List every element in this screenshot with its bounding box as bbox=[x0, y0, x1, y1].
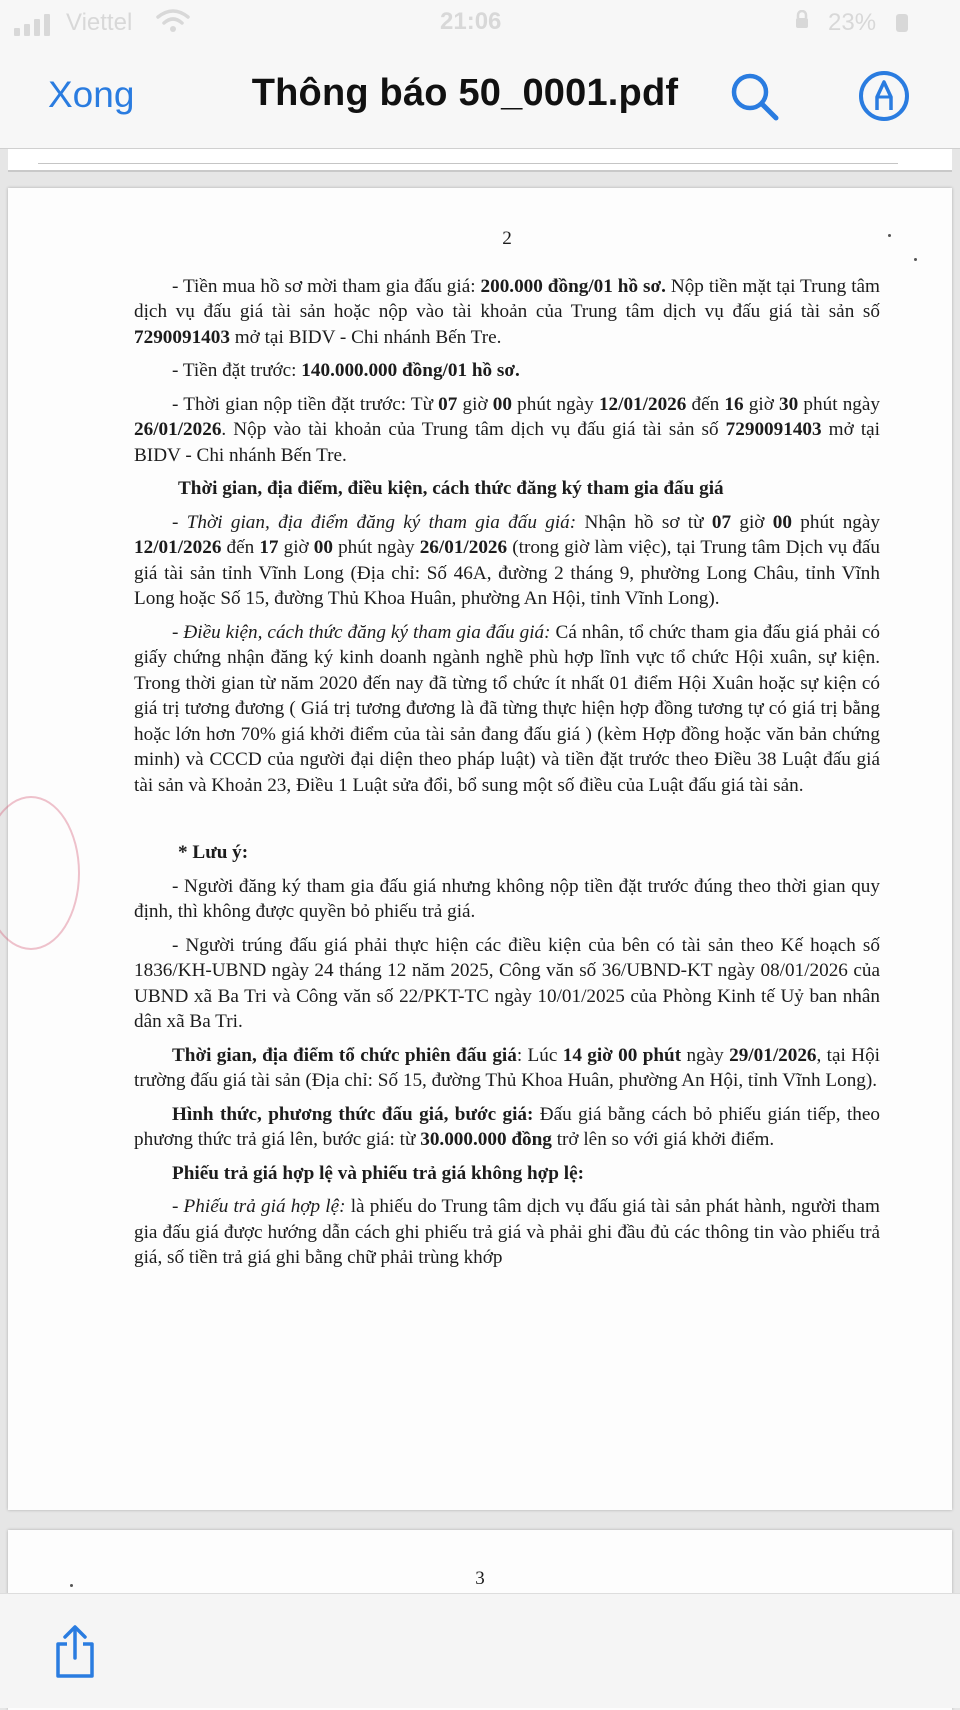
text-run: đến bbox=[221, 537, 260, 558]
text-run: giờ bbox=[278, 537, 314, 558]
text-run: mở tại BIDV - Chi nhánh Bến Tre. bbox=[134, 419, 880, 466]
text-run: trở lên so với giá khởi điểm. bbox=[551, 1129, 775, 1150]
wifi-icon bbox=[156, 8, 190, 34]
paragraph-p7 bbox=[134, 933, 880, 1035]
done-button[interactable]: Xong bbox=[48, 74, 135, 115]
text-run: 7290091403 bbox=[134, 326, 230, 348]
text-run: phút ngày bbox=[798, 393, 880, 415]
text-run: 26/01/2026 bbox=[419, 537, 508, 558]
paragraph-h3 bbox=[134, 1161, 880, 1187]
text-run: 16 bbox=[724, 393, 744, 415]
text-run: - Thời gian nộp tiền đặt trước: Từ bbox=[172, 393, 439, 415]
text-run: giờ bbox=[743, 393, 780, 415]
text-run: 7290091403 bbox=[725, 419, 822, 440]
text-run: 00 bbox=[772, 511, 792, 533]
text-run: - Phiếu trả giá hợp lệ: bbox=[172, 1196, 346, 1217]
text-run: (trong giờ làm việc), tại Trung tâm Dịch vụ đấu giá tài sản tỉnh Vĩnh Long (Địa chỉ: Số 46A, đường 2 tháng 9, phường Long Châu, tỉnh Vĩnh Long hoặc Số 15, đường Thủ Khoa Huân, phường An Hội, tỉnh Vĩnh Long). bbox=[134, 537, 880, 609]
paragraph-p9 bbox=[134, 1102, 880, 1153]
text-run: Nhận hồ sơ từ bbox=[576, 511, 712, 533]
text-run: 14 giờ 00 phút bbox=[562, 1044, 682, 1066]
text-run: là phiếu do Trung tâm dịch vụ đấu giá tài sản phát hành, người tham gia đấu giá được hướng dẫn cách ghi phiếu trả giá và phải ghi đầu đủ các thông tin vào phiếu trả giá, số tiền trả giá ghi bằng chữ phải trùng khớp bbox=[134, 1196, 880, 1268]
text-run: 07 bbox=[438, 393, 458, 415]
text-run: phút ngày bbox=[332, 537, 420, 558]
text-run: mở tại BIDV - Chi nhánh Bến Tre. bbox=[229, 326, 502, 348]
text-run: Thời gian, địa điểm tổ chức phiên đấu giá bbox=[172, 1044, 517, 1066]
paragraph-p8 bbox=[134, 1043, 880, 1094]
text-run: Đấu giá bằng cách bỏ phiếu gián tiếp, theo phương thức trả giá lên, bước giá: từ bbox=[134, 1103, 880, 1150]
text-run: giờ bbox=[731, 511, 773, 533]
previous-page-edge[interactable] bbox=[8, 149, 952, 172]
page-text bbox=[134, 226, 880, 1279]
share-icon[interactable] bbox=[52, 1624, 98, 1680]
text-run: - Thời gian, địa điểm đăng ký tham gia đấu giá: bbox=[172, 511, 577, 533]
paragraph-p5 bbox=[134, 620, 880, 799]
text-run: 26/01/2026 bbox=[134, 419, 222, 440]
paragraph-p3 bbox=[134, 392, 880, 469]
text-run: - Tiền đặt trước: bbox=[172, 360, 302, 381]
paragraph-p4 bbox=[134, 510, 880, 612]
text-run: 30 bbox=[779, 393, 799, 415]
text-run: 07 bbox=[711, 511, 732, 533]
clock: 21:06 bbox=[440, 8, 502, 35]
text-run: 200.000 đồng/01 hồ sơ. bbox=[480, 275, 666, 297]
cellular-signal-icon bbox=[14, 12, 50, 36]
text-run: : Lúc bbox=[516, 1044, 563, 1066]
markup-pen-icon[interactable] bbox=[858, 70, 910, 122]
text-run: - Tiền mua hồ sơ mời tham gia đấu giá: bbox=[172, 275, 481, 297]
document-body bbox=[134, 274, 880, 1271]
text-run: * Lưu ý: bbox=[178, 842, 249, 863]
text-run: 17 bbox=[259, 537, 279, 558]
text-run: Phiếu trả giá hợp lệ và phiếu trả giá không hợp lệ: bbox=[172, 1162, 584, 1184]
document-title: Thông báo 50_0001.pdf bbox=[251, 72, 679, 114]
text-run: phút ngày bbox=[511, 393, 599, 415]
text-run: - Người trúng đấu giá phải thực hiện các điều kiện của bên có tài sản theo Kế hoạch số 1836/KH-UBND ngày 24 tháng 12 năm 2025, Công văn số 36/UBND-KT ngày 08/01/2026 của UBND xã Ba Tri và Công văn số 22/PKT-TC ngày 10/01/2025 của Phòng Kinh tế Uỷ ban nhân dân xã Ba Tri. bbox=[134, 934, 880, 1032]
carrier-name: Viettel bbox=[66, 9, 133, 36]
search-icon[interactable] bbox=[728, 70, 782, 124]
text-run: - Điều kiện, cách thức đăng ký tham gia đấu giá: bbox=[172, 621, 551, 643]
text-run: phút ngày bbox=[791, 511, 880, 533]
text-run: 12/01/2026 bbox=[598, 393, 687, 415]
text-run: 12/01/2026 bbox=[134, 537, 222, 558]
battery-percentage: 23% bbox=[828, 9, 877, 36]
text-run: Hình thức, phương thức đấu giá, bước giá: bbox=[172, 1103, 534, 1125]
red-stamp-mark bbox=[0, 796, 80, 950]
paragraph-p2 bbox=[134, 358, 880, 384]
text-run: 140.000.000 đồng/01 hồ sơ. bbox=[301, 360, 520, 381]
text-run: , tại Hội trường đấu giá tài sản (Địa chỉ: Số 15, đường Thủ Khoa Huân, phường An Hội, tỉnh Vĩnh Long). bbox=[134, 1044, 880, 1091]
page-number: 2 bbox=[502, 228, 512, 249]
paragraph-p6 bbox=[134, 874, 880, 925]
paragraph-p10 bbox=[134, 1194, 880, 1271]
text-run: Thời gian, địa điểm, điều kiện, cách thức đăng ký tham gia đấu giá bbox=[178, 478, 724, 499]
paragraph-p1 bbox=[134, 274, 880, 351]
text-run: 30.000.000 đồng bbox=[420, 1129, 552, 1150]
text-run: Nộp tiền mặt tại Trung tâm dịch vụ đấu giá tài sản hoặc nộp vào tài khoản của Trung tâm dịch vụ đấu giá tài sản số bbox=[134, 275, 880, 322]
text-run: 00 bbox=[492, 393, 512, 415]
text-run: Cá nhân, tổ chức tham gia đấu giá phải có giấy chứng nhận đăng ký kinh doanh ngành nghề phù hợp lĩnh vực tổ chức Hội xuân, sự kiện. Trong thời gian từ năm 2020 đến nay đã từng tổ chức ít nhất 01 điểm Hội Xuân hoặc sự kiện có giá trị tương đương ( Giá trị tương đương là đã từng thực hiện hợp đồng tương tự có giá trị bằng hoặc lớn hơn 70% giá khởi điểm của tài sản đang đấu giá ) (kèm Hợp đồng hoặc văn bản chứng minh) và CCCD của người đại diện theo pháp luật) và tiền đặt trước theo Điều 38 Luật đấu giá tài sản và Khoản 23, Điều 1 Luật sửa đổi, bổ sung một số điều của Luật đấu giá tài sản. bbox=[134, 621, 880, 796]
text-run: 29/01/2026 bbox=[729, 1044, 817, 1066]
next-page-number: 3 bbox=[475, 1568, 485, 1589]
text-run: giờ bbox=[457, 393, 493, 415]
text-run: . Nộp vào tài khoản của Trung tâm dịch vụ đấu giá tài sản số bbox=[221, 419, 726, 440]
battery-icon bbox=[896, 14, 908, 32]
orientation-lock-icon bbox=[792, 10, 812, 30]
paragraph-h2 bbox=[134, 840, 880, 866]
text-run: đến bbox=[686, 393, 725, 415]
pdf-page[interactable] bbox=[8, 188, 952, 1510]
text-run: - Người đăng ký tham gia đấu giá nhưng không nộp tiền đặt trước đúng theo thời gian quy định, thì không được quyền bỏ phiếu trả giá. bbox=[134, 875, 880, 922]
paragraph-h1 bbox=[134, 476, 880, 502]
text-run: ngày bbox=[681, 1044, 730, 1066]
navigation-bar bbox=[0, 48, 960, 149]
text-run: 00 bbox=[313, 537, 333, 558]
status-bar bbox=[0, 0, 960, 48]
bottom-toolbar bbox=[0, 1593, 960, 1708]
